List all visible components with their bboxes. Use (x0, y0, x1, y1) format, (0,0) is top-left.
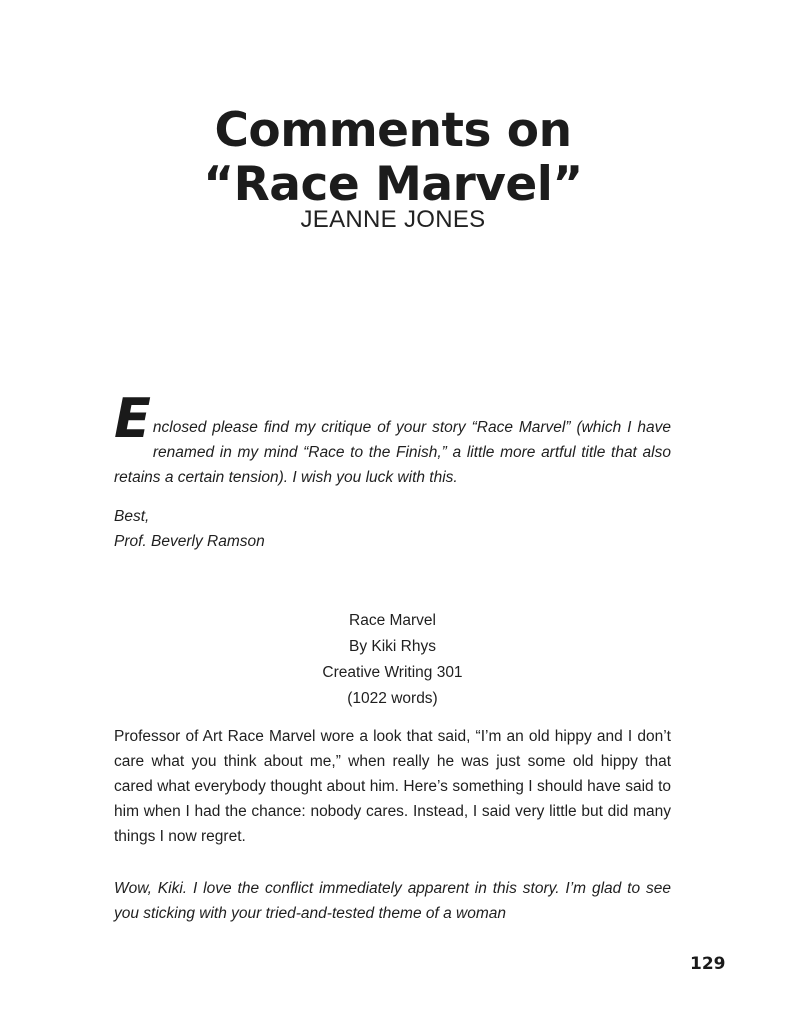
story-byline: By Kiki Rhys (349, 638, 436, 655)
drop-cap: E (114, 387, 151, 450)
page-title (0, 104, 786, 212)
title-line-1: Comments on (214, 103, 572, 158)
cover-letter-body: nclosed please find my critique of your story “Race Marvel” (which I have renamed in my mind “Race to the Finish,” a little more artful title that also retains a certain tension). I wish you luck with this. (114, 419, 671, 486)
page-number: 129 (690, 954, 726, 974)
cover-letter (114, 387, 671, 490)
signoff-closing: Best, (114, 508, 150, 525)
story-paragraph-text: Professor of Art Race Marvel wore a look that said, “I’m an old hippy and I don’t care what you think about me,” when really he was just some old hippy that cared what everybody thought about him. Here’s something I should have said to him when I had the chance: nobody cares. Instead, I said very little but did many things I now regret. (114, 728, 671, 845)
title-line-2: “Race Marvel” (203, 157, 583, 212)
comment-paragraph (114, 876, 671, 926)
story-title: Race Marvel (349, 612, 436, 629)
story-header (114, 608, 671, 712)
story-paragraph (114, 724, 671, 849)
story-word-count: (1022 words) (347, 690, 438, 707)
signoff (114, 504, 671, 554)
story-course: Creative Writing 301 (322, 664, 463, 681)
signoff-name: Prof. Beverly Ramson (114, 533, 265, 550)
comment-paragraph-text: Wow, Kiki. I love the conflict immediately apparent in this story. I’m glad to see you sticking with your tried-and-tested theme of a woman (114, 880, 671, 922)
cover-letter-text (114, 387, 671, 490)
author-name: JEANNE JONES (300, 206, 486, 233)
